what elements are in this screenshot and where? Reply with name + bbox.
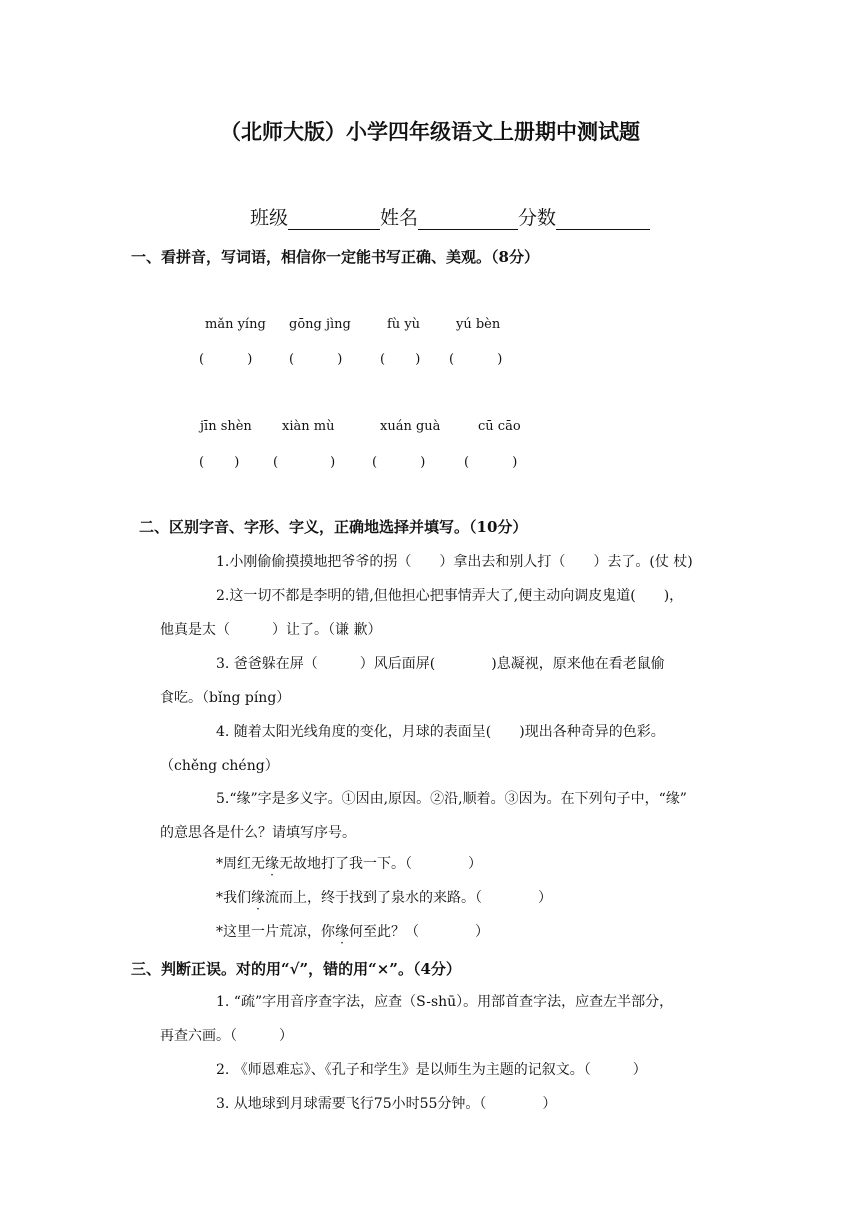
question-2-3: 3. 爸爸躲在屏（ ）风后面屏( )息凝视，原来他在看老鼠偷: [216, 656, 665, 672]
question-3-2: 2. 《师恩难忘》、《孔子和学生》是以师生为主题的记叙文。（ ）: [216, 1062, 647, 1078]
sub-question-text: *周红无: [216, 856, 265, 872]
pinyin-item: jīn shèn: [200, 419, 252, 434]
answer-bracket[interactable]: ( ): [199, 352, 253, 367]
pinyin-item: xiàn mù: [282, 419, 335, 434]
page-title: （北师大版）小学四年级语文上册期中测试题: [220, 119, 640, 144]
pinyin-item: yú bèn: [456, 317, 501, 332]
pinyin-item: xuán guà: [380, 419, 441, 434]
emphasis-char: 缘: [251, 890, 265, 906]
question-3-1: 1. “疏”字用音序查字法，应查（S-shū）。用部首查字法，应查左半部分，: [216, 994, 674, 1010]
sub-question-b: [216, 887, 552, 907]
pinyin-item: fù yù: [387, 317, 421, 332]
answer-bracket[interactable]: ( ): [289, 352, 343, 367]
class-blank[interactable]: [288, 209, 380, 230]
answer-bracket[interactable]: ( ): [449, 352, 503, 367]
sub-question-text: 流而上，终于找到了泉水的来路。（ ）: [265, 890, 552, 906]
section-3-heading: 三、判断正误。对的用“√”，错的用“×”。（4分）: [131, 960, 461, 978]
question-2-1: 1.小刚偷偷摸摸地把爷爷的拐（ ）拿出去和别人打（ ）去了。(仗 杖): [216, 554, 693, 570]
question-2-3-cont: 食吃。（bǐng píng）: [160, 690, 291, 706]
answer-bracket[interactable]: ( ): [380, 352, 421, 367]
question-2-5-cont: 的意思各是什么？请填写序号。: [160, 825, 356, 841]
sub-question-a: [216, 853, 482, 873]
sub-question-c: [216, 921, 489, 941]
question-2-2-cont: 他真是太（ ）让了。（谦 歉）: [160, 622, 382, 638]
question-3-3: 3. 从地球到月球需要飞行75小时55分钟。（ ）: [216, 1096, 557, 1112]
name-blank[interactable]: [418, 209, 518, 230]
sub-question-text: 何至此？（ ）: [349, 924, 489, 940]
answer-bracket[interactable]: ( ): [372, 455, 426, 470]
question-2-2: 2.这一切不都是李明的错,但他担心把事情弄大了,便主动向调皮鬼道( )，: [216, 588, 684, 604]
answer-bracket[interactable]: ( ): [464, 455, 518, 470]
section-1-heading: 一、看拼音，写词语，相信你一定能书写正确、美观。（8分）: [131, 248, 539, 266]
pinyin-item: cū cāo: [478, 419, 521, 434]
question-2-5: 5.“缘”字是多义字。①因由,原因。②沿,顺着。③因为。在下列句子中，“缘”: [216, 791, 687, 807]
emphasis-char: 缘: [335, 924, 349, 940]
pinyin-item: mǎn yíng: [205, 317, 266, 332]
sub-question-text: *这里一片荒凉，你: [216, 924, 335, 940]
sub-question-text: *我们: [216, 890, 251, 906]
student-info-line: [250, 203, 650, 230]
answer-bracket[interactable]: ( ): [199, 455, 240, 470]
pinyin-item: gōng jìng: [289, 317, 351, 332]
score-label: 分数: [518, 207, 557, 229]
answer-bracket[interactable]: ( ): [273, 455, 336, 470]
question-2-4-cont: （chěng chéng）: [160, 758, 279, 774]
sub-question-text: 无故地打了我一下。（ ）: [279, 856, 482, 872]
question-2-4: 4. 随着太阳光线角度的变化，月球的表面呈( )现出各种奇异的色彩。: [216, 724, 665, 740]
name-label: 姓名: [380, 207, 419, 229]
question-3-1-cont: 再查六画。（ ）: [160, 1028, 293, 1044]
emphasis-char: 缘: [265, 856, 279, 872]
class-label: 班级: [250, 207, 289, 229]
score-blank[interactable]: [556, 209, 650, 230]
section-2-heading: 二、区别字音、字形、字义，正确地选择并填写。（10分）: [139, 518, 528, 536]
